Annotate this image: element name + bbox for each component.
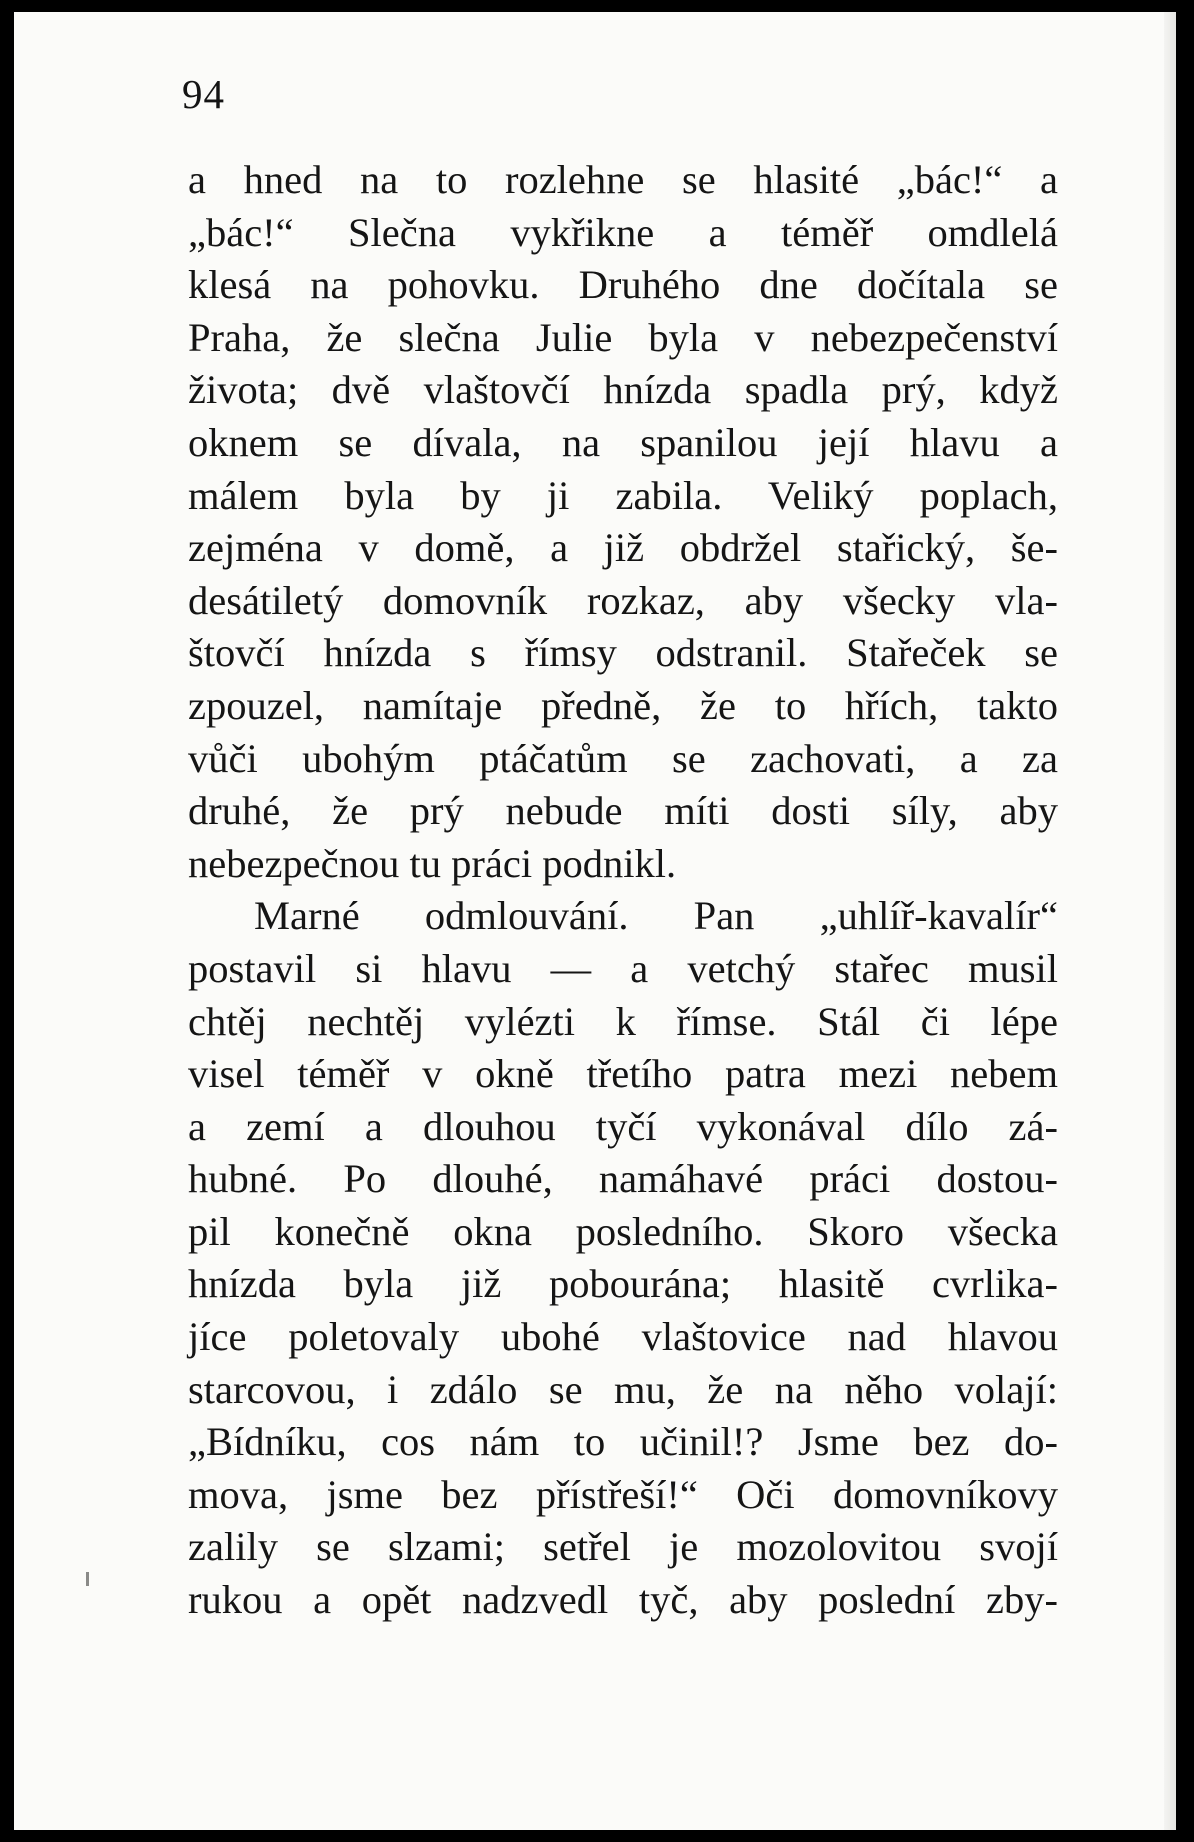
text-line: zpouzel, namítaje předně, že to hřích, takto <box>188 682 1058 728</box>
text-line: zalily se slzami; setřel je mozolovitou svojí <box>188 1524 1058 1570</box>
text-line: hnízda byla již pobourána; hlasitě cvrlika- <box>188 1261 1058 1307</box>
text-line: „Bídníku, cos nám to učinil!? Jsme bez do- <box>188 1419 1058 1465</box>
text-line: visel téměř v okně třetího patra mezi nebem <box>188 1051 1058 1097</box>
text-line: a zemí a dlouhou tyčí vykonával dílo zá- <box>188 1103 1058 1149</box>
text-line: Praha, že slečna Julie byla v nebezpečenství <box>188 314 1058 360</box>
text-line: rukou a opět nadzvedl tyč, aby poslední zby- <box>188 1577 1058 1623</box>
book-page <box>14 12 1176 1830</box>
text-line: postavil si hlavu — a vetchý stařec musil <box>188 945 1058 991</box>
text-line-paragraph-start: Marné odmlouvání. Pan „uhlíř-kavalír“ <box>254 893 1058 939</box>
text-line: štovčí hnízda s římsy odstranil. Stařeček se <box>188 630 1058 676</box>
text-line-paragraph-end: nebezpečnou tu práci podnikl. <box>188 840 677 886</box>
body-text <box>188 154 1058 1627</box>
text-line: jíce poletovaly ubohé vlaštovice nad hlavou <box>188 1314 1058 1360</box>
stray-mark <box>86 1572 89 1586</box>
text-line: chtěj nechtěj vylézti k římse. Stál či lépe <box>188 998 1058 1044</box>
text-line: zejména v domě, a již obdržel stařický, še- <box>188 525 1058 571</box>
text-line: klesá na pohovku. Druhého dne dočítala se <box>188 262 1058 308</box>
text-line: mova, jsme bez přístřeší!“ Oči domovníkovy <box>188 1471 1058 1517</box>
text-line: života; dvě vlaštovčí hnízda spadla prý, když <box>188 367 1058 413</box>
text-line: oknem se dívala, na spanilou její hlavu a <box>188 419 1058 465</box>
text-line: pil konečně okna posledního. Skoro všecka <box>188 1208 1058 1254</box>
text-line: málem byla by ji zabila. Veliký poplach, <box>188 472 1058 518</box>
text-line: starcovou, i zdálo se mu, že na něho volají: <box>188 1366 1058 1412</box>
text-line: vůči ubohým ptáčatům se zachovati, a za <box>188 735 1058 781</box>
text-line: a hned na to rozlehne se hlasité „bác!“ a <box>188 157 1058 202</box>
page-edge <box>1164 12 1176 1830</box>
text-line: druhé, že prý nebude míti dosti síly, aby <box>188 788 1058 834</box>
text-line: „bác!“ Slečna vykřikne a téměř omdlelá <box>188 209 1058 255</box>
text-line: desátiletý domovník rozkaz, aby všecky vla- <box>188 577 1058 623</box>
page-number: 94 <box>182 71 225 117</box>
text-line: hubné. Po dlouhé, namáhavé práci dostou- <box>188 1156 1058 1202</box>
